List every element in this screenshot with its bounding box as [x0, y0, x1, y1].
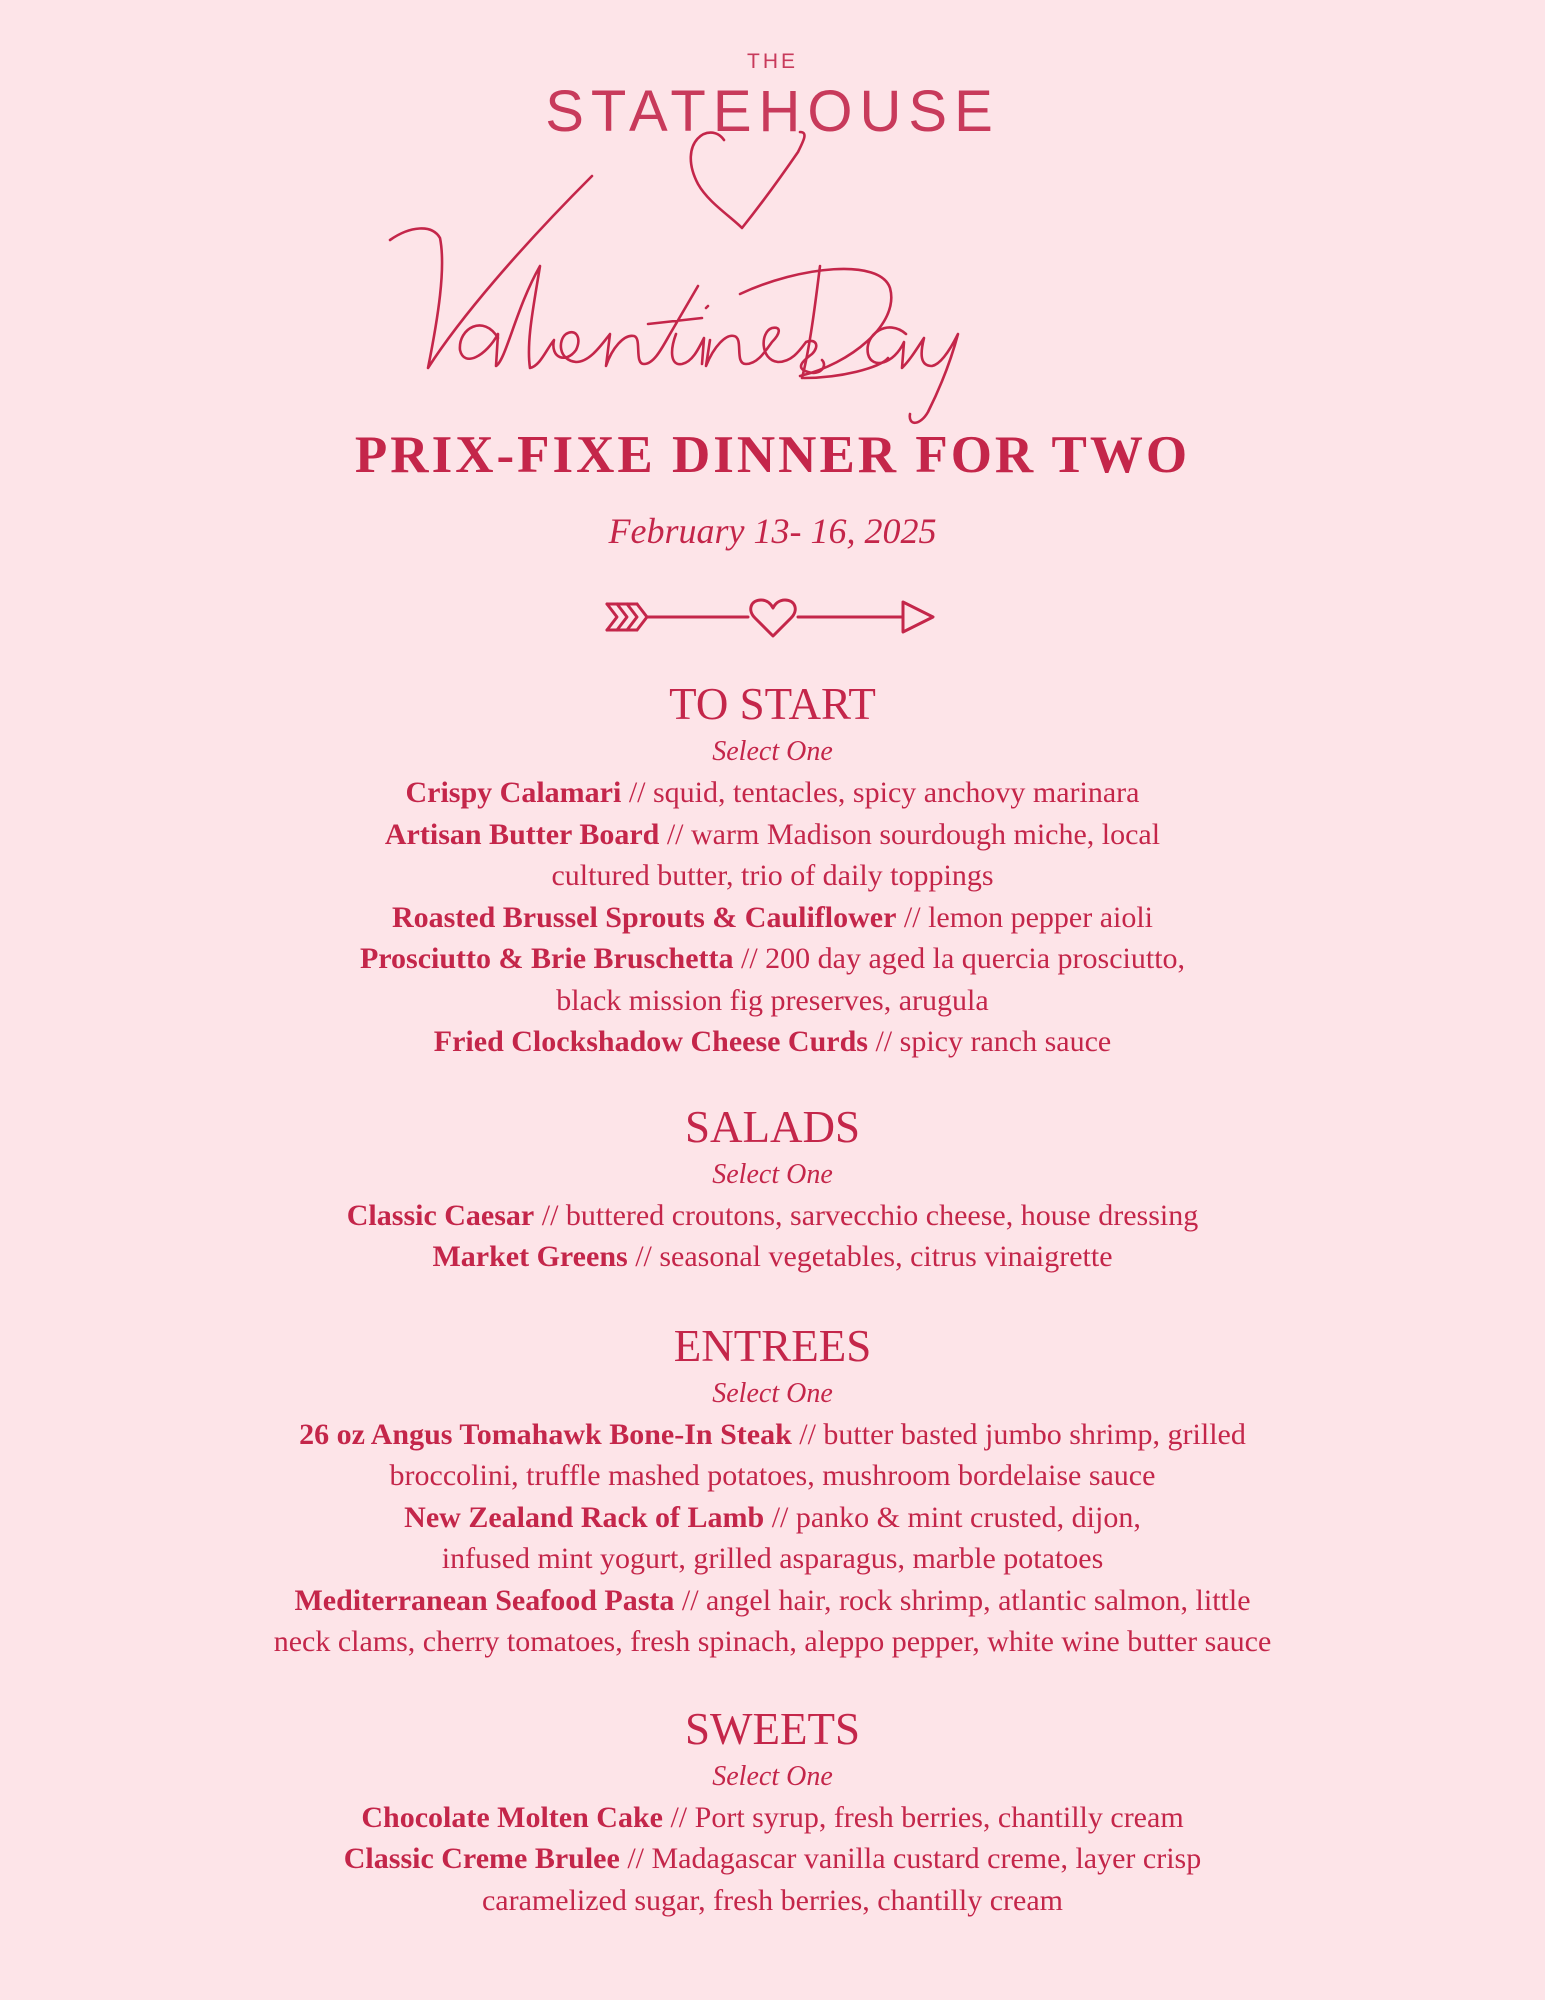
brand-prefix: THE: [747, 50, 798, 73]
dish-description: // panko & mint crusted, dijon,: [764, 1500, 1141, 1534]
menu-line: [173, 1580, 1373, 1622]
arrow-heart-divider: [603, 592, 943, 642]
dish-name: Fried Clockshadow Cheese Curds: [433, 1025, 868, 1058]
section-subtitle: Select One: [712, 1158, 833, 1190]
menu-line: [173, 1880, 1373, 1922]
dish-description: // lemon pepper aioli: [896, 900, 1154, 934]
dish-name: Mediterranean Seafood Pasta: [294, 1583, 675, 1617]
menu-line: [173, 897, 1373, 939]
dish-description: infused mint yogurt, grilled asparagus, marble potatoes: [441, 1542, 1104, 1575]
dish-name: Prosciutto & Brie Bruschetta: [359, 942, 734, 975]
dish-description: neck clams, cherry tomatoes, fresh spinach, aleppo pepper, white wine butter sauce: [273, 1625, 1272, 1658]
dish-description: // angel hair, rock shrimp, atlantic salmon, little: [674, 1583, 1251, 1617]
menu-line: [173, 1538, 1373, 1580]
menu-line: [173, 1797, 1373, 1839]
dish-description: // 200 day aged la quercia prosciutto,: [733, 942, 1186, 975]
section-subtitle: Select One: [712, 736, 833, 767]
menu-content: [0, 676, 1545, 1921]
dish-description: // Madagascar vanilla custard creme, layer crisp: [619, 1842, 1202, 1875]
valentines-day-script: [380, 128, 1180, 428]
menu-line: [173, 1414, 1373, 1456]
menu-line: [173, 1195, 1373, 1237]
event-dates: February 13- 16, 2025: [608, 511, 937, 551]
menu-line: [173, 1497, 1373, 1539]
menu-line: [173, 772, 1373, 814]
dish-name: Artisan Butter Board: [384, 817, 660, 851]
section-title: SALADS: [684, 1101, 861, 1152]
dish-name: Classic Creme Brulee: [343, 1842, 620, 1875]
menu-line: [173, 1455, 1373, 1497]
dish-description: caramelized sugar, fresh berries, chantilly cream: [481, 1883, 1063, 1917]
dish-name: Crispy Calamari: [405, 776, 622, 809]
dish-description: broccolini, truffle mashed potatoes, mushroom bordelaise sauce: [389, 1459, 1156, 1492]
dish-name: Roasted Brussel Sprouts & Cauliflower: [391, 900, 897, 934]
menu-line: [173, 980, 1373, 1022]
menu-line: [173, 814, 1373, 856]
valentines-day-script-art: [380, 128, 1180, 428]
dish-description: // butter basted jumbo shrimp, grilled: [791, 1417, 1246, 1451]
menu-line: [173, 1236, 1373, 1278]
section-title: ENTREES: [673, 1320, 872, 1371]
dish-name: 26 oz Angus Tomahawk Bone-In Steak: [299, 1417, 792, 1451]
dish-name: Market Greens: [432, 1240, 628, 1273]
dish-description: black mission fig preserves, arugula: [556, 983, 989, 1017]
section-entrees: [0, 1318, 1545, 1663]
section-subtitle: Select One: [712, 1760, 833, 1792]
dish-description: // squid, tentacles, spicy anchovy marinara: [621, 776, 1140, 809]
section-sweets: [0, 1701, 1545, 1922]
section-salads: [0, 1099, 1545, 1278]
dish-description: // Port syrup, fresh berries, chantilly cream: [662, 1800, 1184, 1834]
section-title: SWEETS: [685, 1703, 860, 1754]
dish-name: Chocolate Molten Cake: [361, 1800, 663, 1834]
menu-line: [173, 1021, 1373, 1063]
menu-line: [173, 938, 1373, 980]
dish-name: New Zealand Rack of Lamb: [404, 1500, 765, 1534]
dish-description: // seasonal vegetables, citrus vinaigrette: [627, 1240, 1113, 1273]
section-title: TO START: [669, 679, 876, 729]
dish-description: // spicy ranch sauce: [867, 1025, 1112, 1058]
menu-line: [173, 855, 1373, 897]
menu-line: [173, 1621, 1373, 1663]
section-to-start: [0, 676, 1545, 1063]
brand-logo: STATEHOUSE: [545, 79, 1000, 144]
section-subtitle: Select One: [712, 1377, 833, 1409]
dish-description: // warm Madison sourdough miche, local: [659, 817, 1161, 851]
dish-name: Classic Caesar: [346, 1198, 535, 1232]
menu-line: [173, 1838, 1373, 1880]
dish-description: cultured butter, trio of daily toppings: [551, 859, 994, 892]
page-title: PRIX-FIXE DINNER FOR TWO: [354, 426, 1191, 484]
dish-description: // buttered croutons, sarvecchio cheese, house dressing: [534, 1198, 1199, 1232]
arrow-heart-icon: [603, 592, 943, 642]
